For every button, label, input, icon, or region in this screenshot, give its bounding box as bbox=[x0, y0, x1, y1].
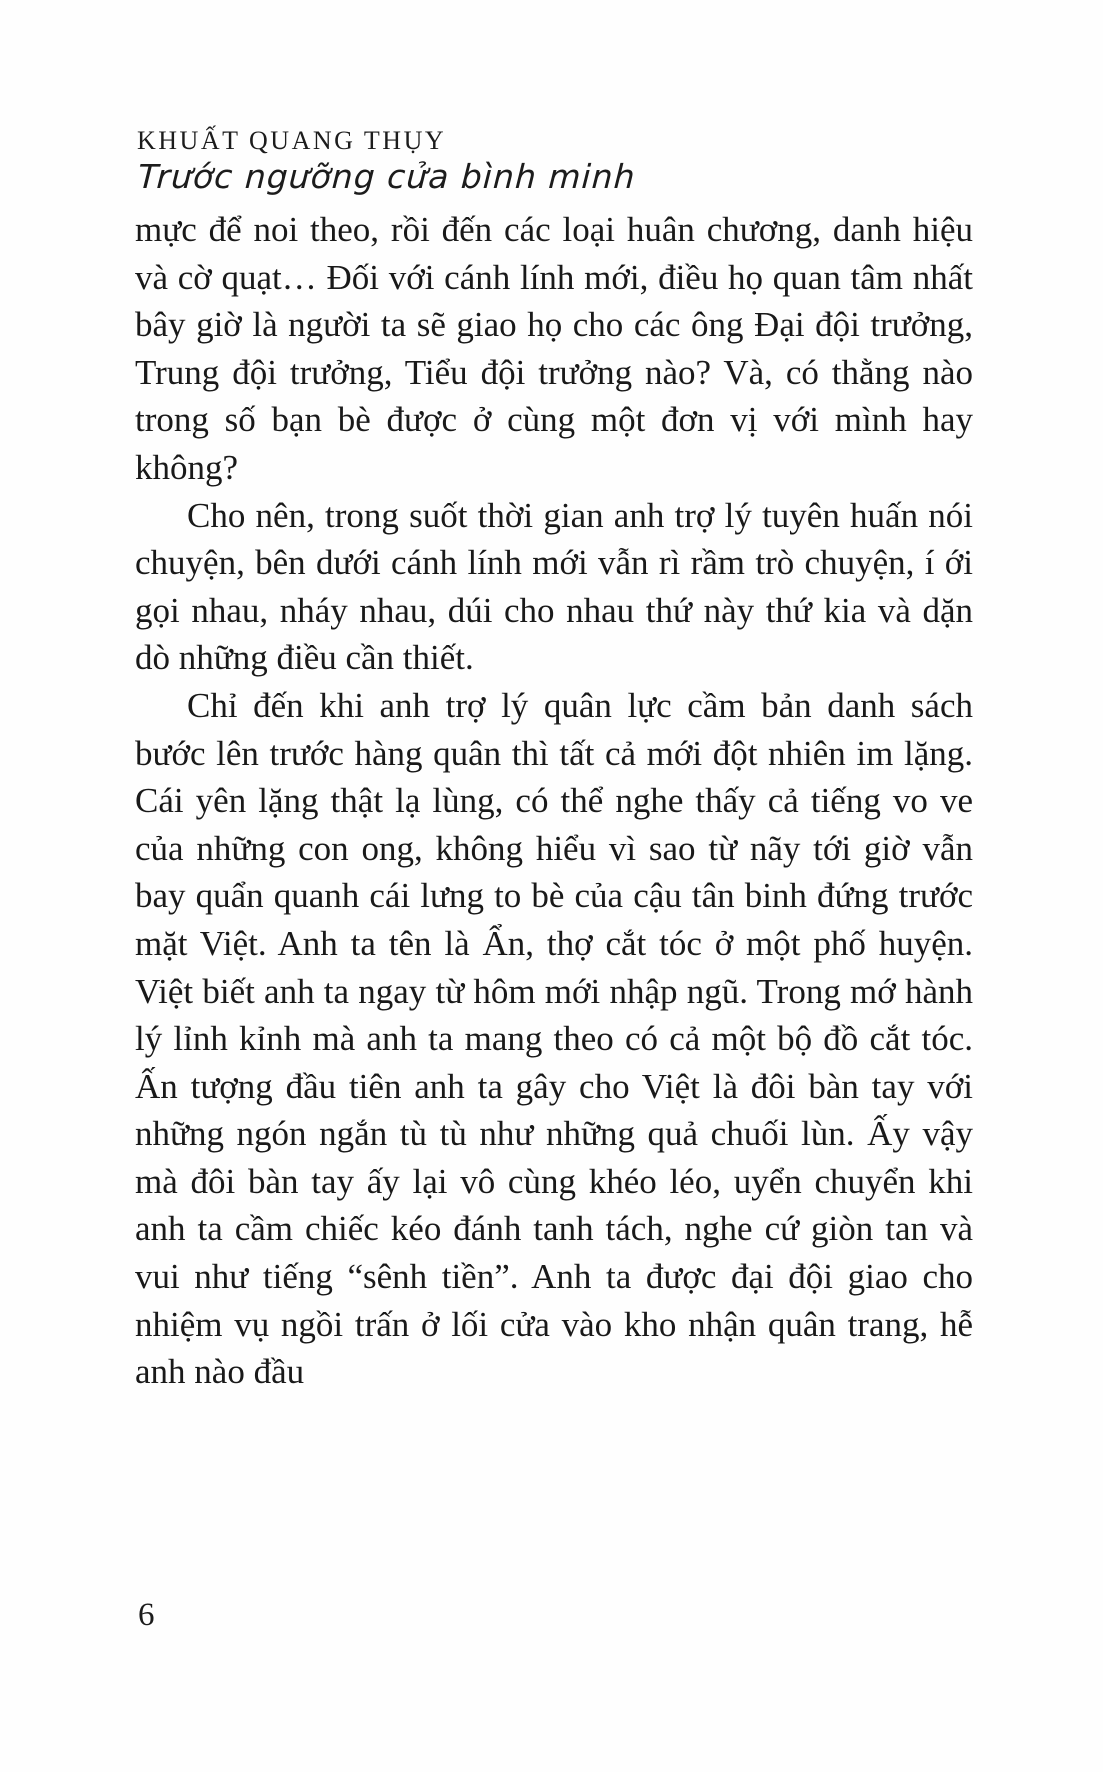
page-number: 6 bbox=[138, 1597, 155, 1633]
running-header bbox=[137, 126, 635, 196]
body-paragraph: Cho nên, trong suốt thời gian anh trợ lý tuyên huấn nói chuyện, bên dưới cánh lính mới vẫn rì rầm trò chuyện, í ới gọi nhau, nháy nhau, dúi cho nhau thứ này thứ kia và dặn dò những điều cần thiết. bbox=[135, 495, 973, 678]
body-paragraph: mực để noi theo, rồi đến các loại huân chương, danh hiệu và cờ quạt… Đối với cánh lính mới, điều họ quan tâm nhất bây giờ là người ta sẽ giao họ cho các ông Đại đội trưởng, Trung đội trưởng, Tiểu đội trưởng nào? Và, có thằng nào trong số bạn bè được ở cùng một đơn vị với mình hay không? bbox=[135, 210, 973, 487]
author-name: KHUẤT QUANG THỤY bbox=[137, 126, 447, 155]
book-title: Trước ngưỡng cửa bình minh bbox=[137, 157, 637, 196]
body-text-block bbox=[135, 206, 973, 1396]
body-paragraph: Chỉ đến khi anh trợ lý quân lực cầm bản danh sách bước lên trước hàng quân thì tất cả mới đột nhiên im lặng. Cái yên lặng thật lạ lùng, có thể nghe thấy cả tiếng vo ve của những con ong, không hiểu vì sao từ nãy tới giờ vẫn bay quẩn quanh cái lưng to bè của cậu tân binh đứng trước mặt Việt. Anh ta tên là Ẩn, thợ cắt tóc ở một phố huyện. Việt biết anh ta ngay từ hôm mới nhập ngũ. Trong mớ hành lý lỉnh kỉnh mà anh ta mang theo có cả một bộ đồ cắt tóc. Ấn tượng đầu tiên anh ta gây cho Việt là đôi bàn tay với những ngón ngắn tù tù như những quả chuối lùn. Ấy vậy mà đôi bàn tay ấy lại vô cùng khéo léo, uyển chuyển khi anh ta cầm chiếc kéo đánh tanh tách, nghe cứ giòn tan và vui như tiếng “sênh tiền”. Anh ta được đại đội giao cho nhiệm vụ ngồi trấn ở lối cửa vào kho nhận quân trang, hễ anh nào đầu bbox=[135, 685, 973, 1392]
